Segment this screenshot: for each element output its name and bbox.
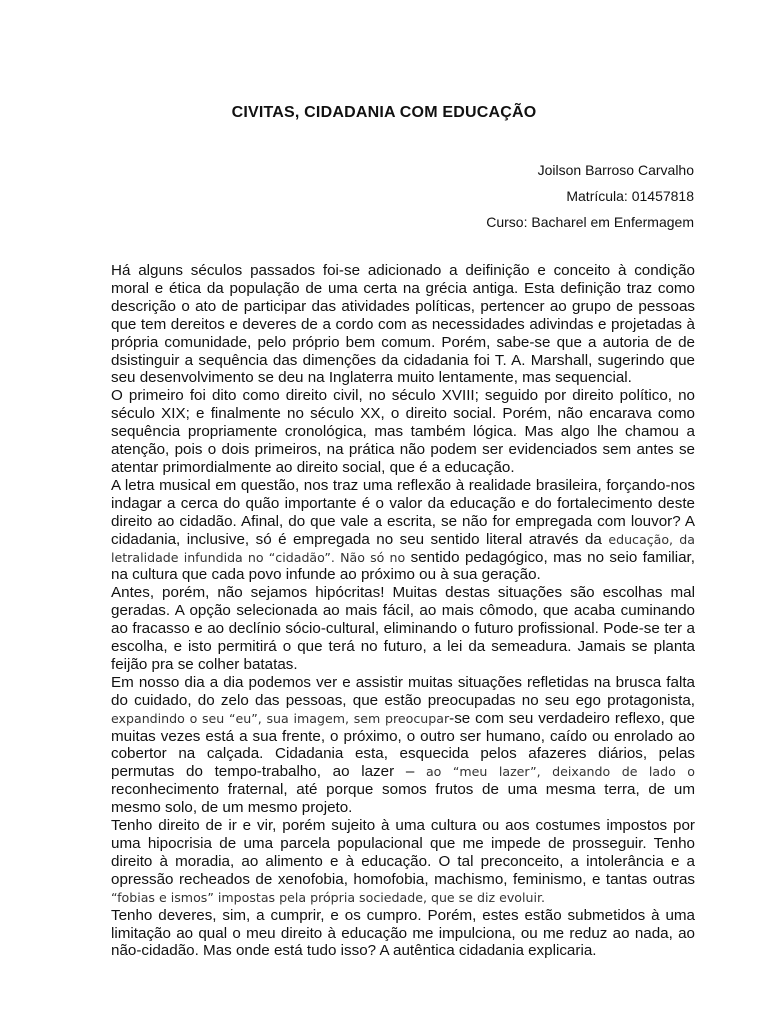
author-name: Joilson Barroso Carvalho: [537, 162, 694, 178]
registration-number: Matrícula: 01457818: [566, 188, 694, 204]
document-title: CIVITAS, CIDADANIA COM EDUCAÇÃO: [231, 104, 537, 121]
author-block: [486, 157, 694, 235]
paragraph-6-quoted-text: “fobias e ismos” impostas pela própria sociedade, que se diz evoluir.: [111, 889, 546, 905]
paragraph-5-quoted-text-2: ao “meu lazer”, deixando de lado o: [425, 764, 696, 780]
paragraph-4: Antes, porém, não sejamos hipócritas! Muitas destas situações são escolhas mal geradas. A opção selecionada ao mais fácil, ao mais cômodo, que acaba cuminando ao fracasso e ao declínio sócio-cultural, eliminando o futuro profissional. Pode-se ter a escolha, e isto permitirá o que terá no futuro, a lei da semeadura. Jamais se planta feijão pra se colher batatas.: [111, 584, 695, 673]
paragraph-7: Tenho deveres, sim, a cumprir, e os cumpro. Porém, estes estão submetidos à uma limitação ao qual o meu direito à educação me impulciona, ou me reduz ao nada, ao não-cidadão. Mas onde está tudo isso? A autêntica cidadania explicaria.: [111, 906, 695, 960]
paragraph-3: [111, 477, 695, 584]
course-name: Curso: Bacharel em Enfermagem: [486, 214, 694, 230]
paragraph-5-text-c: reconhecimento fraternal, até porque somos frutos de uma mesma terra, de um mesmo solo, de um mesmo projeto.: [111, 781, 695, 817]
paragraph-5-text-a: Em nosso dia a dia podemos ver e assistir muitas situações refletidas na brusca falta do cuidado, do zelo das pessoas, que estão preocupadas no seu ego protagonista,: [111, 673, 695, 709]
paragraph-6-text-a: Tenho direito de ir e vir, porém sujeito à uma cultura ou aos costumes impostos por uma hipocrisia de uma parcela populacional que me impede de prosseguir. Tenho direito à moradia, ao alimento e à educação. O tal preconceito, a intolerância e a opressão recheados de xenofobia, homofobia, machismo, feminismo, e tantas outras: [111, 817, 695, 888]
paragraph-3-quoted-text: educação, da letralidade infundida no “cidadão”. Não só no: [111, 531, 695, 565]
essay-body: [111, 262, 695, 960]
paragraph-6: [111, 817, 695, 907]
paragraph-5: [111, 674, 695, 817]
paragraph-5-quoted-text-1: expandindo o seu “eu”, sua imagem, sem preocupar: [111, 710, 450, 726]
paragraph-1: Há alguns séculos passados foi-se adicionado a deifinição e conceito à condição moral e ética da população de uma certa na grécia antiga. Esta definição traz como descrição o ato de participar das atividades políticas, pertencer ao grupo de pessoas que tem dereitos e deveres de a cordo com as necessidades adivindas e projetadas à própria comunidade, pelo próprio bem comum. Porém, sabe-se que a autoria de de dsistinguir a sequência das dimenções da cidadania foi T. A. Marshall, sugerindo que seu desenvolvimento se deu na Inglaterra muito lentamente, mas sequencial.: [111, 262, 695, 387]
paragraph-2: O primeiro foi dito como direito civil, no século XVIII; seguido por direito político, no século XIX; e finalmente no século XX, o direito social. Porém, não encarava como sequência propriamente cronológica, mas também lógica. Mas algo lhe chamou a atenção, pois o dois primeiros, na prática não podem ser evidenciados sem antes se atentar primordialmente ao direito social, que é a educação.: [111, 387, 695, 476]
paragraph-5-text-b: -se com seu verdadeiro reflexo, que muitas vezes está a sua frente, o próximo, o outro ser humano, caído ou enrolado ao cobertor na calçada. Cidadania esta, esquecida pelos afazeres diários, pelas permutas do tempo-trabalho, ao lazer –: [111, 709, 695, 781]
paragraph-3-text-a: A letra musical em questão, nos traz uma reflexão à realidade brasileira, forçando-nos indagar a cerca do quão importante é o valor da educação e do fortalecimento deste direito ao cidadão. Afinal, do que vale a escrita, se não for empregada com louvor? A cidadania, inclusive, só é empregada no seu sentido literal através da: [111, 476, 695, 548]
paragraph-3-text-b: sentido pedagógico, mas no seio familiar, na cultura que cada povo infunde ao próximo ou à sua geração.: [111, 548, 695, 584]
